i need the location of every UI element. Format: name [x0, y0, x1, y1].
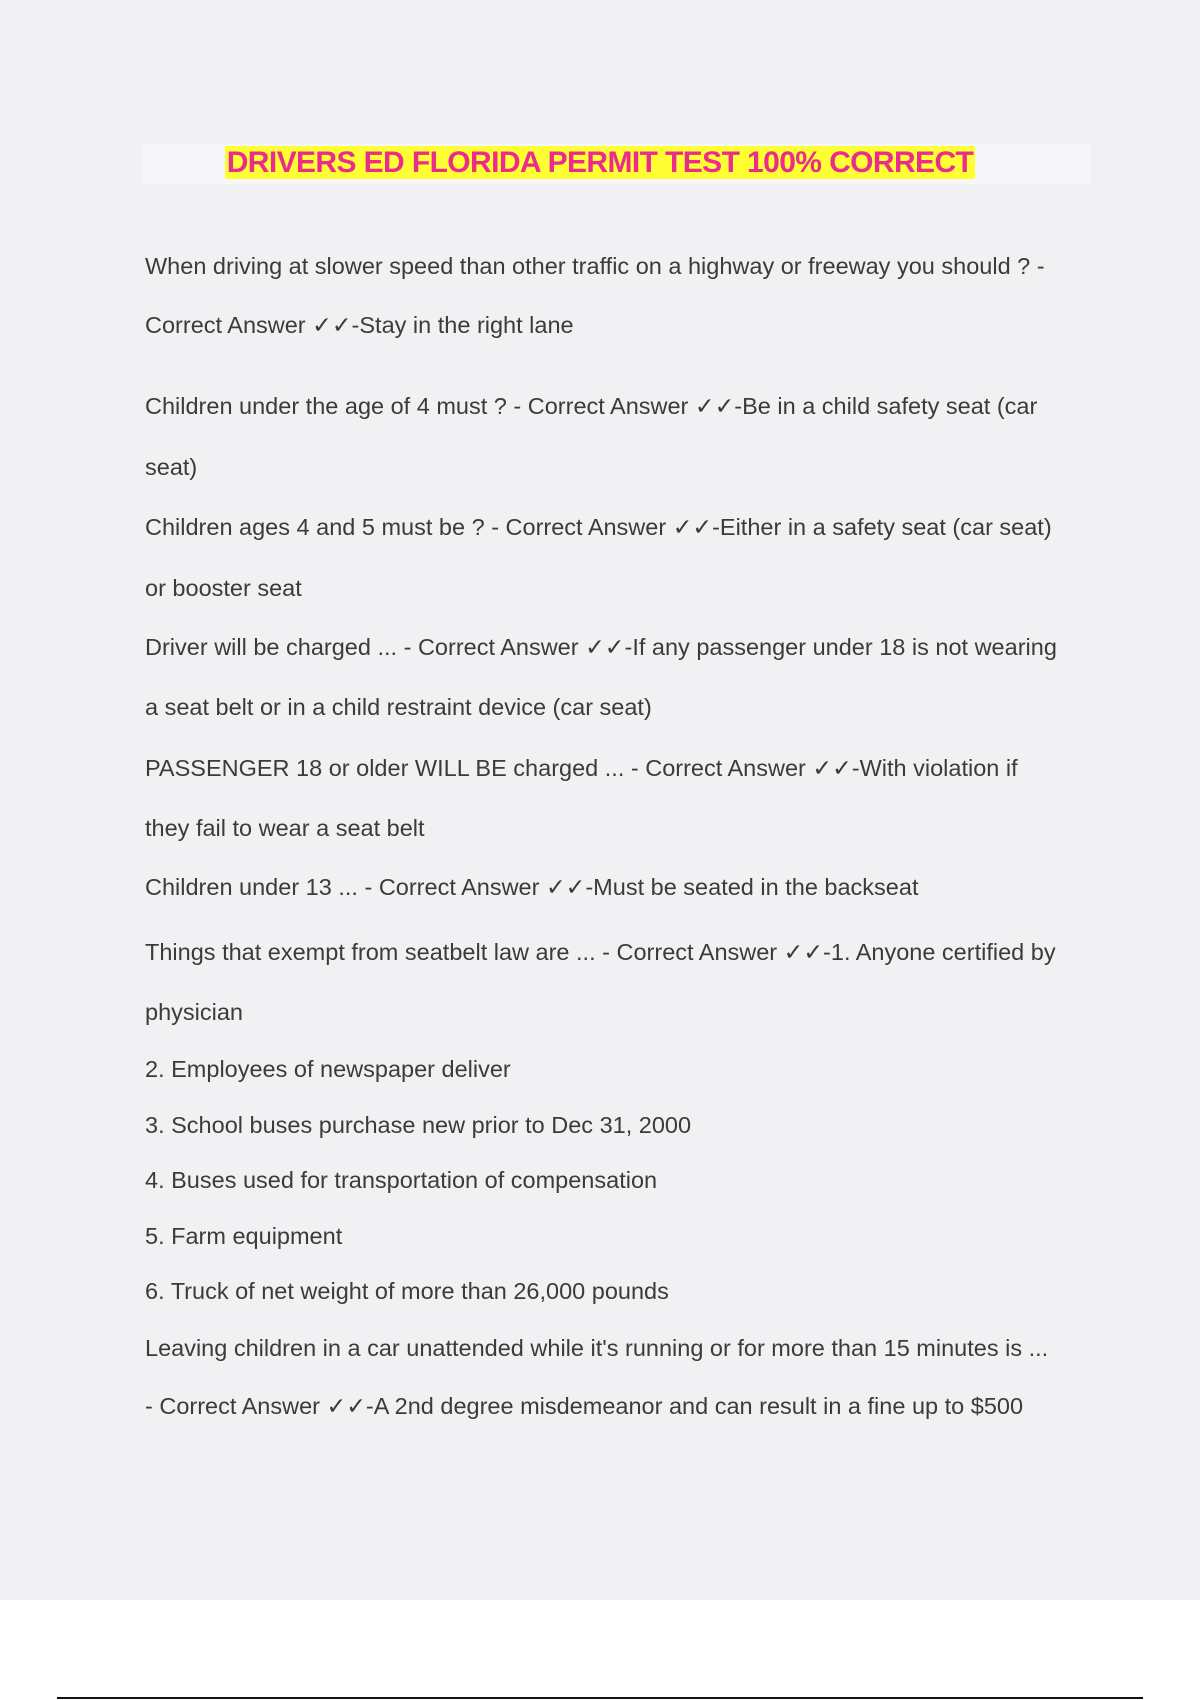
text-line: seat): [145, 454, 198, 480]
text-line: Children under 13 ... - Correct Answer ✓✓-Must be seated in the backseat: [145, 874, 919, 900]
document-title-text: DRIVERS ED FLORIDA PERMIT TEST 100% CORRECT: [226, 146, 974, 179]
list-item: 5. Farm equipment: [145, 1223, 343, 1249]
text-line: PASSENGER 18 or older WILL BE charged ... - Correct Answer ✓✓-With violation if: [145, 755, 1018, 781]
list-item: 2. Employees of newspaper deliver: [145, 1056, 511, 1082]
list-item: 6. Truck of net weight of more than 26,000 pounds: [145, 1278, 669, 1304]
text-line: When driving at slower speed than other traffic on a highway or freeway you should ? -: [145, 253, 1045, 279]
text-line: Correct Answer ✓✓-Stay in the right lane: [145, 312, 574, 338]
document-title: [0, 146, 1200, 180]
text-line: physician: [145, 999, 243, 1025]
text-line: - Correct Answer ✓✓-A 2nd degree misdemeanor and can result in a fine up to $500: [145, 1393, 1024, 1419]
text-line: Leaving children in a car unattended while it's running or for more than 15 minutes is ...: [145, 1335, 1049, 1361]
text-line: Children under the age of 4 must ? - Correct Answer ✓✓-Be in a child safety seat (car: [145, 393, 1038, 419]
text-line: Things that exempt from seatbelt law are ... - Correct Answer ✓✓-1. Anyone certified by: [145, 939, 1056, 965]
text-line: or booster seat: [145, 575, 302, 601]
text-line: Driver will be charged ... - Correct Answer ✓✓-If any passenger under 18 is not wearing: [145, 634, 1057, 660]
text-line: Children ages 4 and 5 must be ? - Correct Answer ✓✓-Either in a safety seat (car seat): [145, 514, 1052, 540]
list-item: 4. Buses used for transportation of compensation: [145, 1167, 658, 1193]
list-item: 3. School buses purchase new prior to Dec 31, 2000: [145, 1112, 692, 1138]
footer-rule: [57, 1697, 1143, 1699]
text-line: they fail to wear a seat belt: [145, 815, 425, 841]
text-line: a seat belt or in a child restraint device (car seat): [145, 694, 652, 720]
